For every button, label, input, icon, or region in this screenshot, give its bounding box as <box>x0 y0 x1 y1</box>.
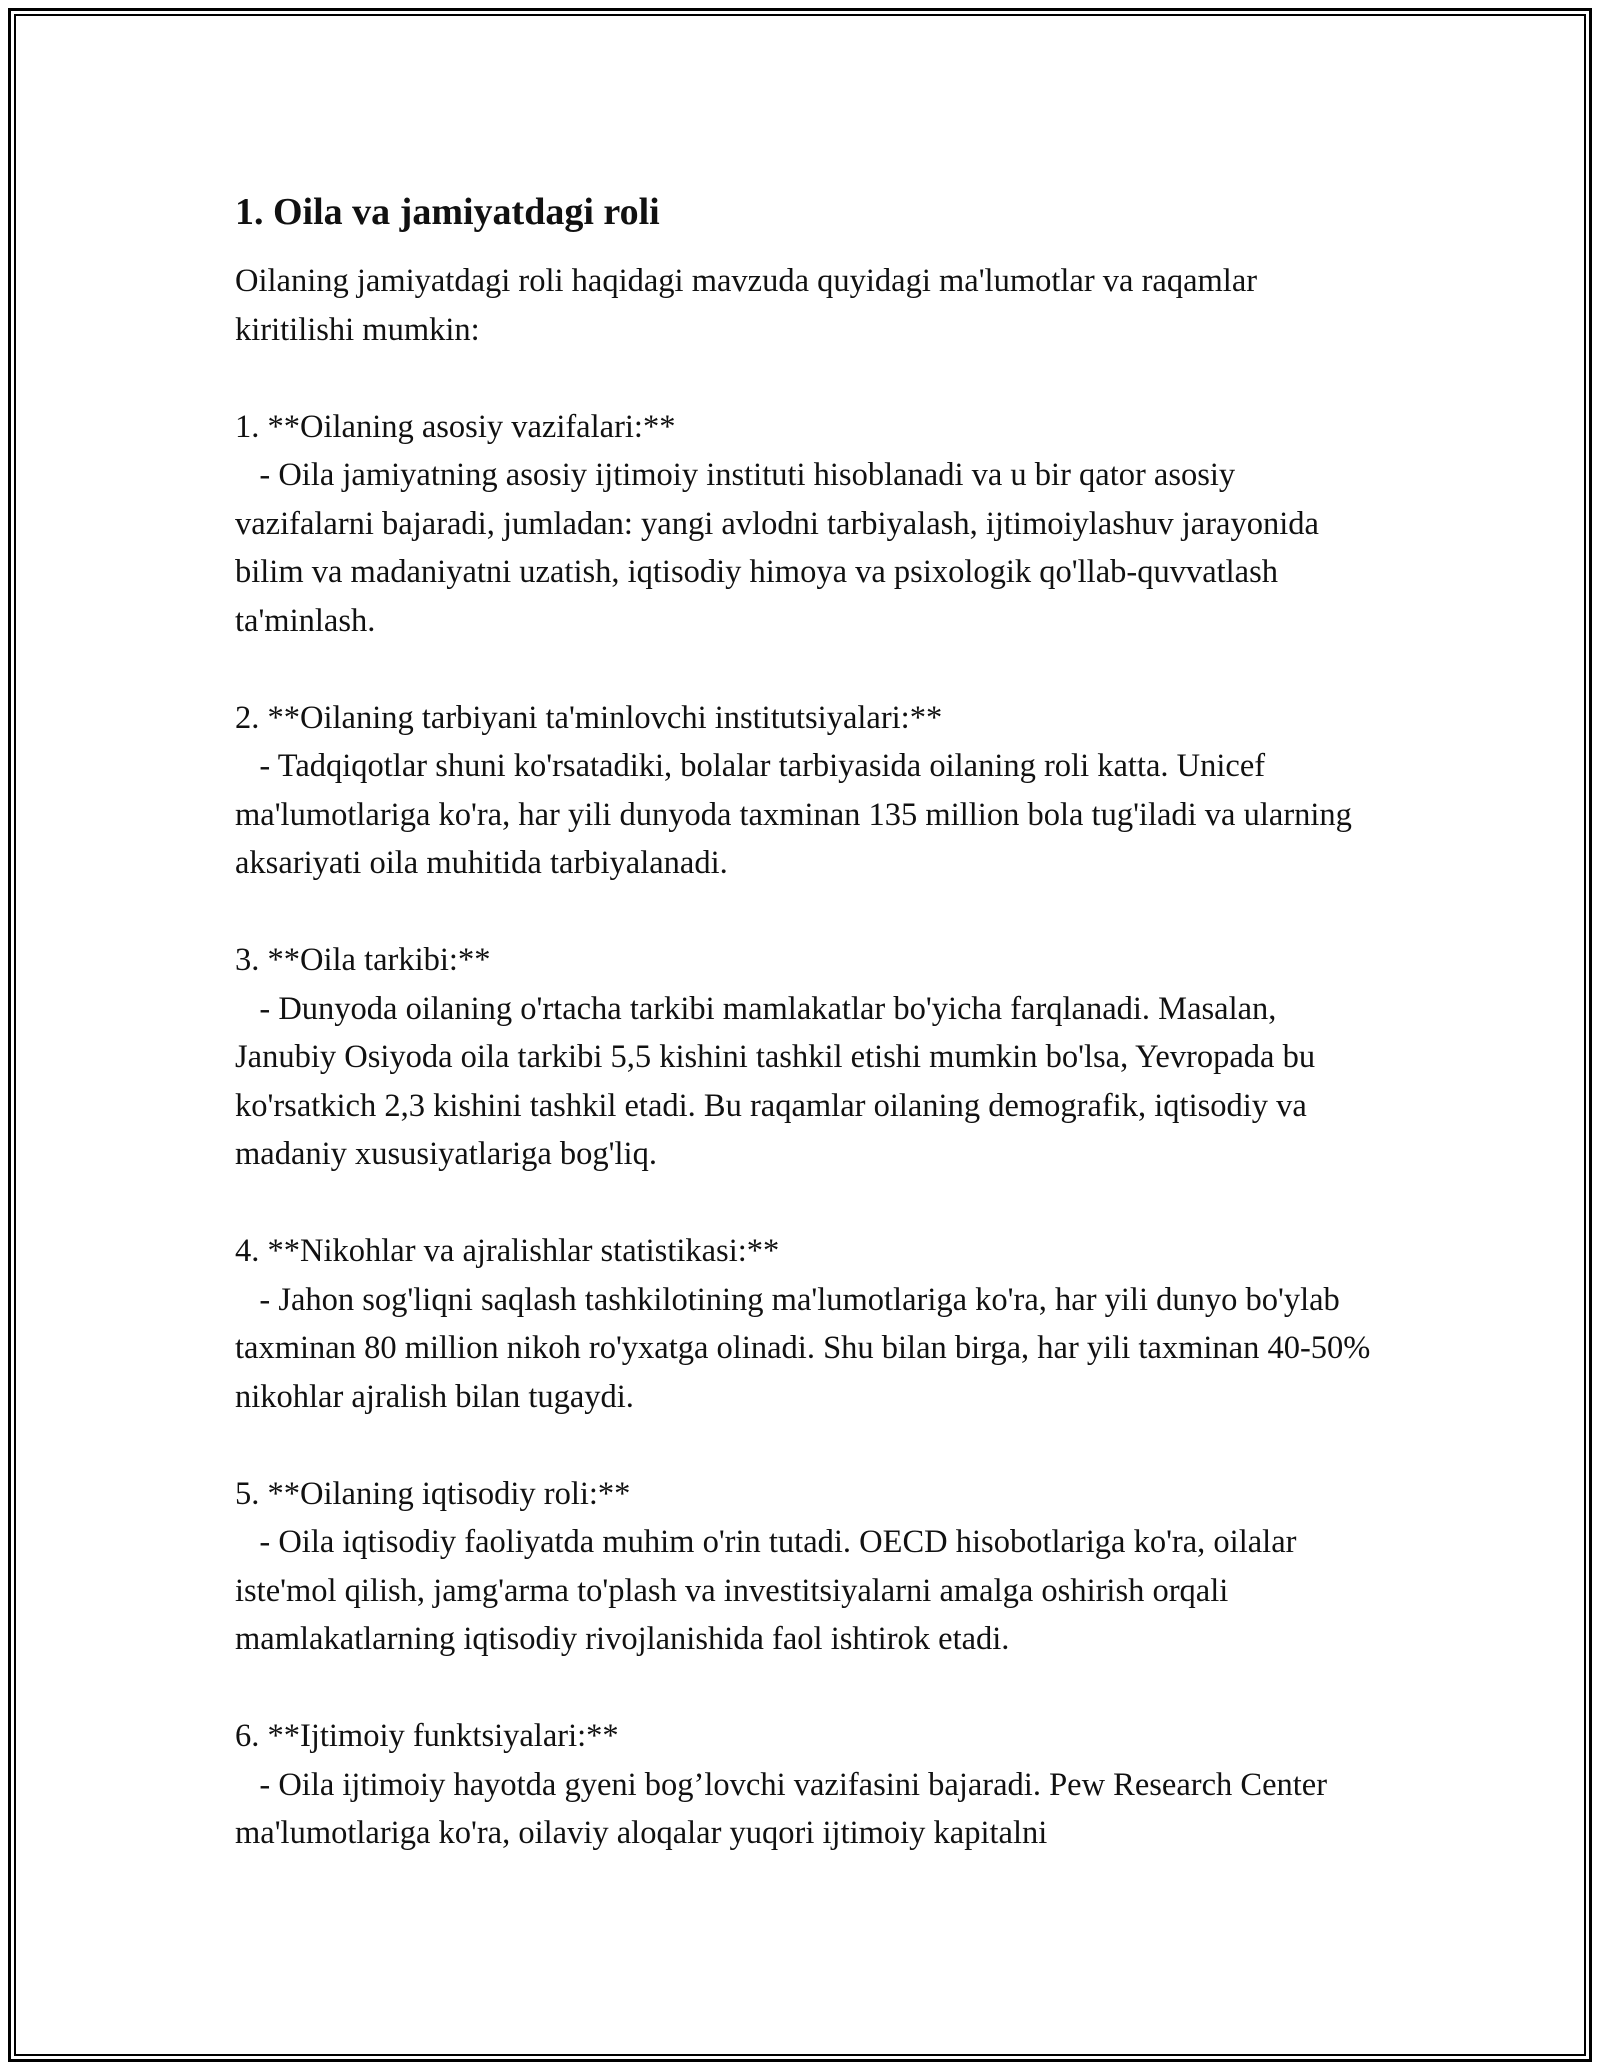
section-heading: 5. **Oilaning iqtisodiy roli:** <box>235 1475 631 1512</box>
section-body: - Oila jamiyatning asosiy ijtimoiy instituti hisoblanadi va u bir qator asosiy vazifalarni bajaradi, jumladan: yangi avlodni tarbiyalash, ijtimoiylashuv jarayonida bilim va madaniyatni uzatish, iqtisodiy himoya va psixologik qo'llab-quvvatlash ta'minlash. <box>235 457 1328 639</box>
section-5 <box>235 1470 1380 1664</box>
section-2 <box>235 694 1380 888</box>
section-body: - Dunyoda oilaning o'rtacha tarkibi mamlakatlar bo'yicha farqlanadi. Masalan, Janubiy Osiyoda oila tarkibi 5,5 kishini tashkil etishi mumkin bo'lsa, Yevropada bu ko'rsatkich 2,3 kishini tashkil etadi. Bu raqamlar oilaning demografik, iqtisodiy va madaniy xususiyatlariga bog'liq. <box>235 990 1324 1172</box>
section-heading: 3. **Oila tarkibi:** <box>235 942 491 978</box>
document-title: 1. Oila va jamiyatdagi roli <box>235 191 660 233</box>
section-heading: 6. **Ijtimoiy funktsiyalari:** <box>235 1718 619 1754</box>
section-6 <box>235 1712 1380 1858</box>
section-1 <box>235 403 1380 646</box>
document-content <box>235 185 1380 1906</box>
section-heading: 1. **Oilaning asosiy vazifalari:** <box>235 408 676 445</box>
section-body: - Jahon sog'liqni saqlash tashkilotining ma'lumotlariga ko'ra, har yili dunyo bo'ylab taxminan 80 million nikoh ro'yxatga olinadi. Shu bilan birga, har yili taxminan 40-50% nikohlar ajralish bilan tugaydi. <box>235 1281 1379 1415</box>
section-body: - Oila ijtimoiy hayotda gyeni bog’lovchi vazifasini bajaradi. Pew Research Center ma'lumotlariga ko'ra, oilaviy aloqalar yuqori ijtimoiy kapitalni <box>235 1766 1336 1851</box>
section-body: - Tadqiqotlar shuni ko'rsatadiki, bolalar tarbiyasida oilaning roli katta. Unicef ma'lumotlariga ko'ra, har yili dunyoda taxminan 135 million bola tug'iladi va ularning aksariyati oila muhitida tarbiyalanadi. <box>235 748 1361 881</box>
section-body: - Oila iqtisodiy faoliyatda muhim o'rin tutadi. OECD hisobotlariga ko'ra, oilalar iste'mol qilish, jamg'arma to'plash va investitsiyalarni amalga oshirish orqali mamlakatlarning iqtisodiy rivojlanishida faol ishtirok etadi. <box>235 1524 1305 1657</box>
intro-paragraph: Oilaning jamiyatdagi roli haqidagi mavzuda quyidagi ma'lumotlar va raqamlar kiritilishi mumkin: <box>235 263 1258 348</box>
section-4 <box>235 1227 1380 1421</box>
section-heading: 4. **Nikohlar va ajralishlar statistikasi:** <box>235 1233 780 1269</box>
section-heading: 2. **Oilaning tarbiyani ta'minlovchi institutsiyalari:** <box>235 699 943 736</box>
section-3 <box>235 936 1380 1179</box>
